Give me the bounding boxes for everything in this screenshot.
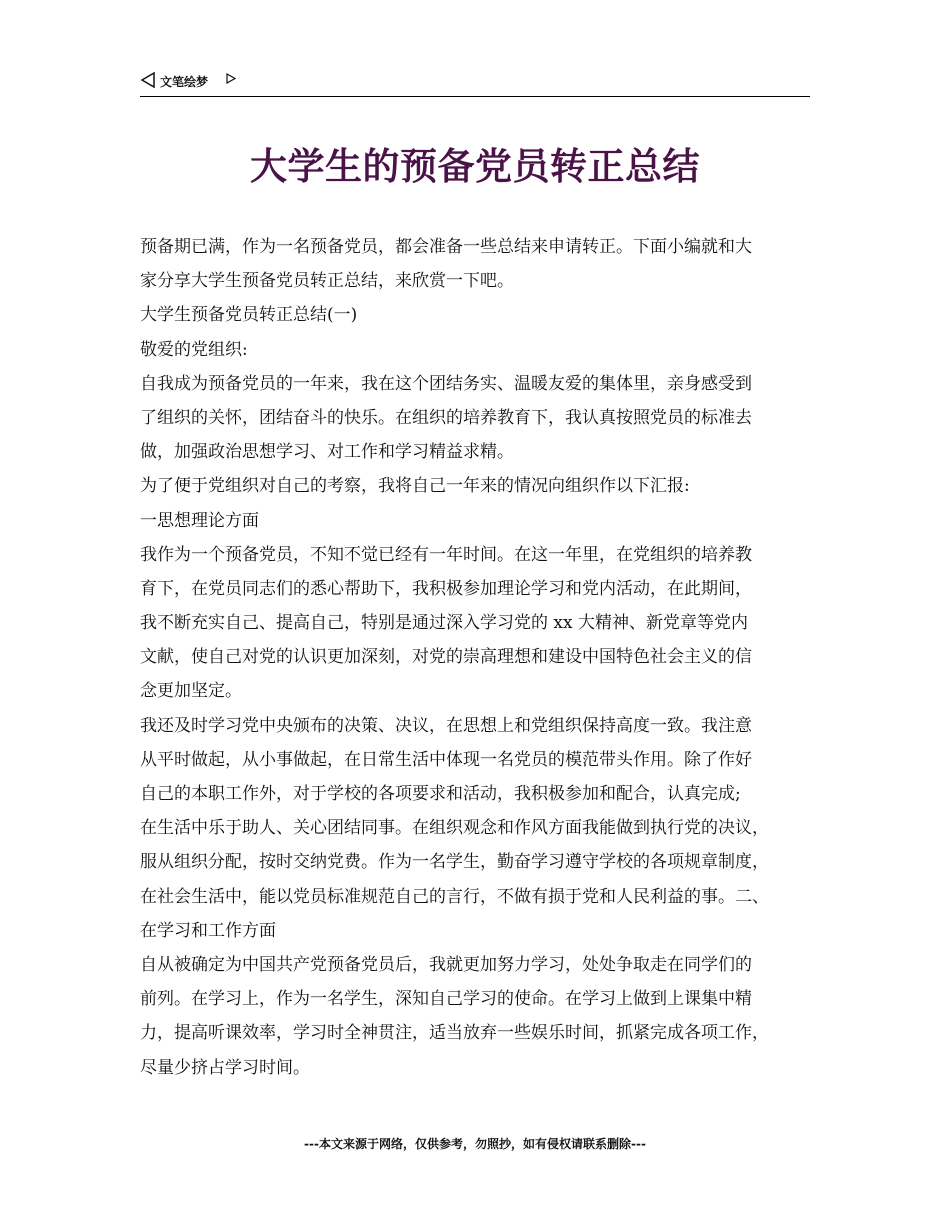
page-header bbox=[140, 70, 810, 97]
paragraph-line: 前列。在学习上，作为一名学生，深知自己学习的使命。在学习上做到上课集中精 bbox=[140, 989, 752, 1010]
paragraph-line: 服从组织分配，按时交纳党费。作为一名学生，勤奋学习遵守学校的各项规章制度， bbox=[140, 852, 769, 873]
paragraph-line: 念更加坚定。 bbox=[140, 681, 242, 702]
document-body bbox=[140, 230, 820, 1085]
paragraph-line: 预备期已满，作为一名预备党员，都会准备一些总结来申请转正。下面小编就和大 bbox=[140, 237, 752, 257]
paragraph-line: 育下，在党员同志们的悉心帮助下，我积极参加理论学习和党内活动，在此期间， bbox=[140, 578, 752, 599]
header-brand: 文笔绘梦 bbox=[160, 75, 209, 89]
paragraph-line: 自从被确定为中国共产党预备党员后，我就更加努力学习，处处争取走在同学们的 bbox=[140, 954, 752, 975]
paragraph-line: 在社会生活中，能以党员标准规范自己的言行，不做有损于党和人民利益的事。二、 bbox=[140, 886, 769, 907]
section-heading: 大学生预备党员转正总结(一) bbox=[140, 305, 358, 326]
paragraph-line: 我作为一个预备党员，不知不觉已经有一年时间。在这一年里，在党组织的培养教 bbox=[140, 544, 752, 565]
footer-disclaimer: ---本文来源于网络，仅供参考，勿照抄，如有侵权请联系删除--- bbox=[304, 1137, 646, 1151]
salutation: 敬爱的党组织: bbox=[140, 339, 248, 360]
paragraph-line: 尽量少挤占学习时间。 bbox=[140, 1057, 310, 1078]
paragraph-line: 自我成为预备党员的一年来，我在这个团结务实、温暖友爱的集体里，亲身感受到 bbox=[140, 373, 752, 394]
paragraph-line: 我不断充实自己、提高自己，特别是通过深入学习党的 xx 大精神、新党章等党内 bbox=[140, 613, 748, 634]
document-title: 大学生的预备党员转正总结 bbox=[250, 145, 700, 188]
paragraph-line: 自己的本职工作外，对于学校的各项要求和活动，我积极参加和配合，认真完成; bbox=[140, 784, 741, 804]
paragraph-line: 我还及时学习党中央颁布的决策、决议，在思想上和党组织保持高度一致。我注意 bbox=[140, 715, 752, 736]
paragraph-line: 从平时做起，从小事做起，在日常生活中体现一名党员的模范带头作用。除了作好 bbox=[140, 749, 752, 770]
paragraph-line: 做，加强政治思想学习、对工作和学习精益求精。 bbox=[140, 442, 514, 463]
paragraph-line: 力，提高听课效率，学习时全神贯注，适当放弃一些娱乐时间，抓紧完成各项工作， bbox=[140, 1023, 769, 1044]
triangle-left-icon bbox=[140, 72, 156, 88]
paragraph-line: 了组织的关怀，团结奋斗的快乐。在组织的培养教育下，我认真按照党员的标准去 bbox=[140, 407, 752, 428]
section-heading: 在学习和工作方面 bbox=[140, 920, 276, 941]
triangle-right-icon bbox=[226, 73, 236, 84]
paragraph-line: 为了便于党组织对自己的考察，我将自己一年来的情况向组织作以下汇报: bbox=[140, 476, 690, 497]
paragraph-line: 文献，使自己对党的认识更加深刻，对党的崇高理想和建设中国特色社会主义的信 bbox=[140, 647, 752, 668]
section-heading: 一思想理论方面 bbox=[140, 510, 259, 531]
paragraph-line: 在生活中乐于助人、关心团结同事。在组织观念和作风方面我能做到执行党的决议， bbox=[140, 818, 769, 839]
paragraph-line: 家分享大学生预备党员转正总结，来欣赏一下吧。 bbox=[140, 271, 514, 292]
